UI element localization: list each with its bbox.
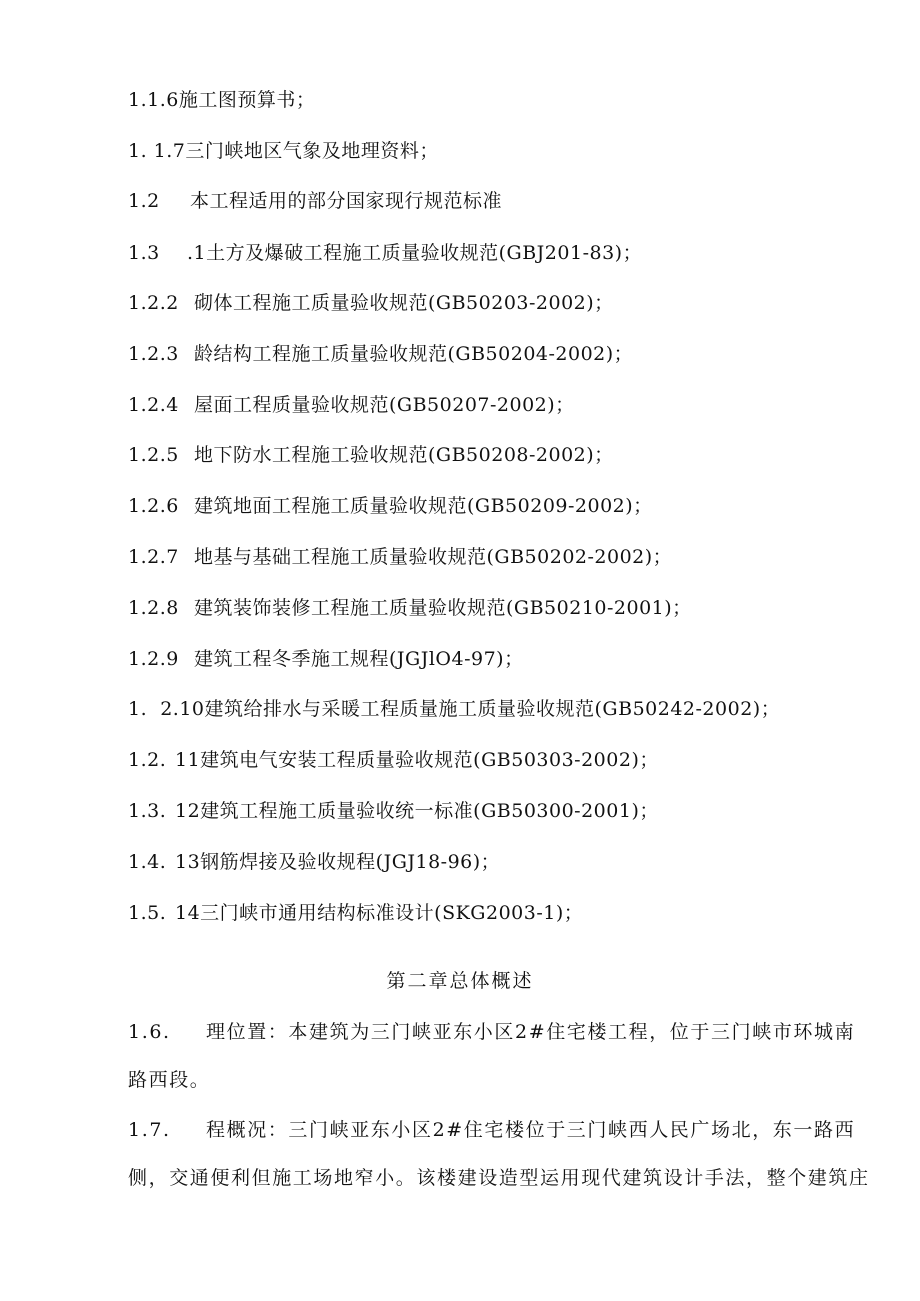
list-item — [128, 850, 500, 874]
item-text: 11建筑电气安装工程质量验收规范(GB50303-2002)； — [175, 749, 659, 771]
item-number: 1.3 — [128, 242, 160, 264]
list-item — [128, 799, 659, 823]
item-number: 1. 1.7 — [128, 140, 186, 162]
item-text: 建筑装饰装修工程施工质量验收规范(GB50210-2001)； — [194, 597, 692, 619]
item-number: 1.2.9 — [128, 648, 179, 670]
item-text: 屋面工程质量验收规范(GB50207-2002)； — [194, 394, 575, 416]
item-text: 建筑工程冬季施工规程(JGJlO4-97)； — [194, 648, 524, 670]
item-number: 1.2.6 — [128, 495, 179, 517]
list-item — [128, 901, 583, 925]
item-text: 13钢筋焊接及验收规程(JGJ18-96)； — [175, 851, 501, 873]
paragraph-line — [128, 1020, 855, 1044]
item-number: 1.2. — [128, 749, 167, 771]
item-text: 施工图预算书； — [178, 89, 316, 111]
list-item — [128, 697, 780, 721]
item-number: 1.2.7 — [128, 546, 179, 568]
item-text: 三门峡地区气象及地理资料； — [185, 140, 439, 162]
item-number: 1.2.8 — [128, 597, 179, 619]
list-item — [128, 545, 672, 569]
list-item — [128, 393, 575, 417]
item-text: 本工程适用的部分国家现行规范标准 — [190, 190, 503, 212]
item-text: 地下防水工程施工验收规范(GB50208-2002)； — [194, 444, 614, 466]
item-number: 1. 2.10 — [128, 698, 205, 720]
item-number: 1.2.2 — [128, 292, 179, 314]
paragraph-text: 路西段。 — [128, 1069, 211, 1091]
list-item — [128, 494, 653, 518]
list-item — [128, 291, 614, 315]
item-text: 12建筑工程施工质量验收统一标准(GB50300-2001)； — [175, 800, 659, 822]
item-text: 地基与基础工程施工质量验收规范(GB50202-2002)； — [194, 546, 673, 568]
item-number: 1.5. — [128, 902, 167, 924]
item-number: 1.2 — [128, 190, 160, 212]
list-item — [128, 748, 659, 772]
chapter-heading: 第二章总体概述 — [386, 970, 534, 992]
paragraph-number: 1.7. — [128, 1119, 171, 1141]
list-item — [128, 241, 642, 265]
item-number: 1.3. — [128, 800, 167, 822]
list-item — [128, 342, 633, 366]
item-number: 1.2.3 — [128, 343, 179, 365]
paragraph-line — [128, 1118, 855, 1142]
list-item — [128, 88, 315, 112]
item-text: 14三门峡市通用结构标准设计(SKG2003-1)； — [175, 902, 584, 924]
item-number: 1.1.6 — [128, 89, 179, 111]
item-text: 建筑给排水与采暖工程质量施工质量验收规范(GB50242-2002)； — [204, 698, 781, 720]
item-text: 砌体工程施工质量验收规范(GB50203-2002)； — [194, 292, 614, 314]
paragraph-line — [128, 1166, 870, 1190]
list-item — [128, 189, 502, 213]
paragraph-line — [128, 1068, 210, 1092]
item-number: 1.2.4 — [128, 394, 179, 416]
paragraph-text: 理位置：本建筑为三门峡亚东小区2#住宅楼工程，位于三门峡市环城南 — [206, 1021, 856, 1043]
item-number: 1.2.5 — [128, 444, 179, 466]
paragraph-text: 侧，交通便利但施工场地窄小。该楼建设造型运用现代建筑设计手法，整个建筑庄 — [128, 1167, 870, 1189]
item-text: 龄结构工程施工质量验收规范(GB50204-2002)； — [194, 343, 634, 365]
list-item — [128, 647, 524, 671]
item-number: 1.4. — [128, 851, 167, 873]
list-item — [128, 443, 614, 467]
list-item — [128, 139, 439, 163]
paragraph-number: 1.6. — [128, 1021, 171, 1043]
paragraph-text: 程概况：三门峡亚东小区2#住宅楼位于三门峡西人民广场北，东一路西 — [206, 1119, 856, 1141]
item-text: .1土方及爆破工程施工质量验收规范(GBJ201-83)； — [187, 242, 643, 264]
list-item — [128, 596, 692, 620]
item-text: 建筑地面工程施工质量验收规范(GB50209-2002)； — [194, 495, 653, 517]
